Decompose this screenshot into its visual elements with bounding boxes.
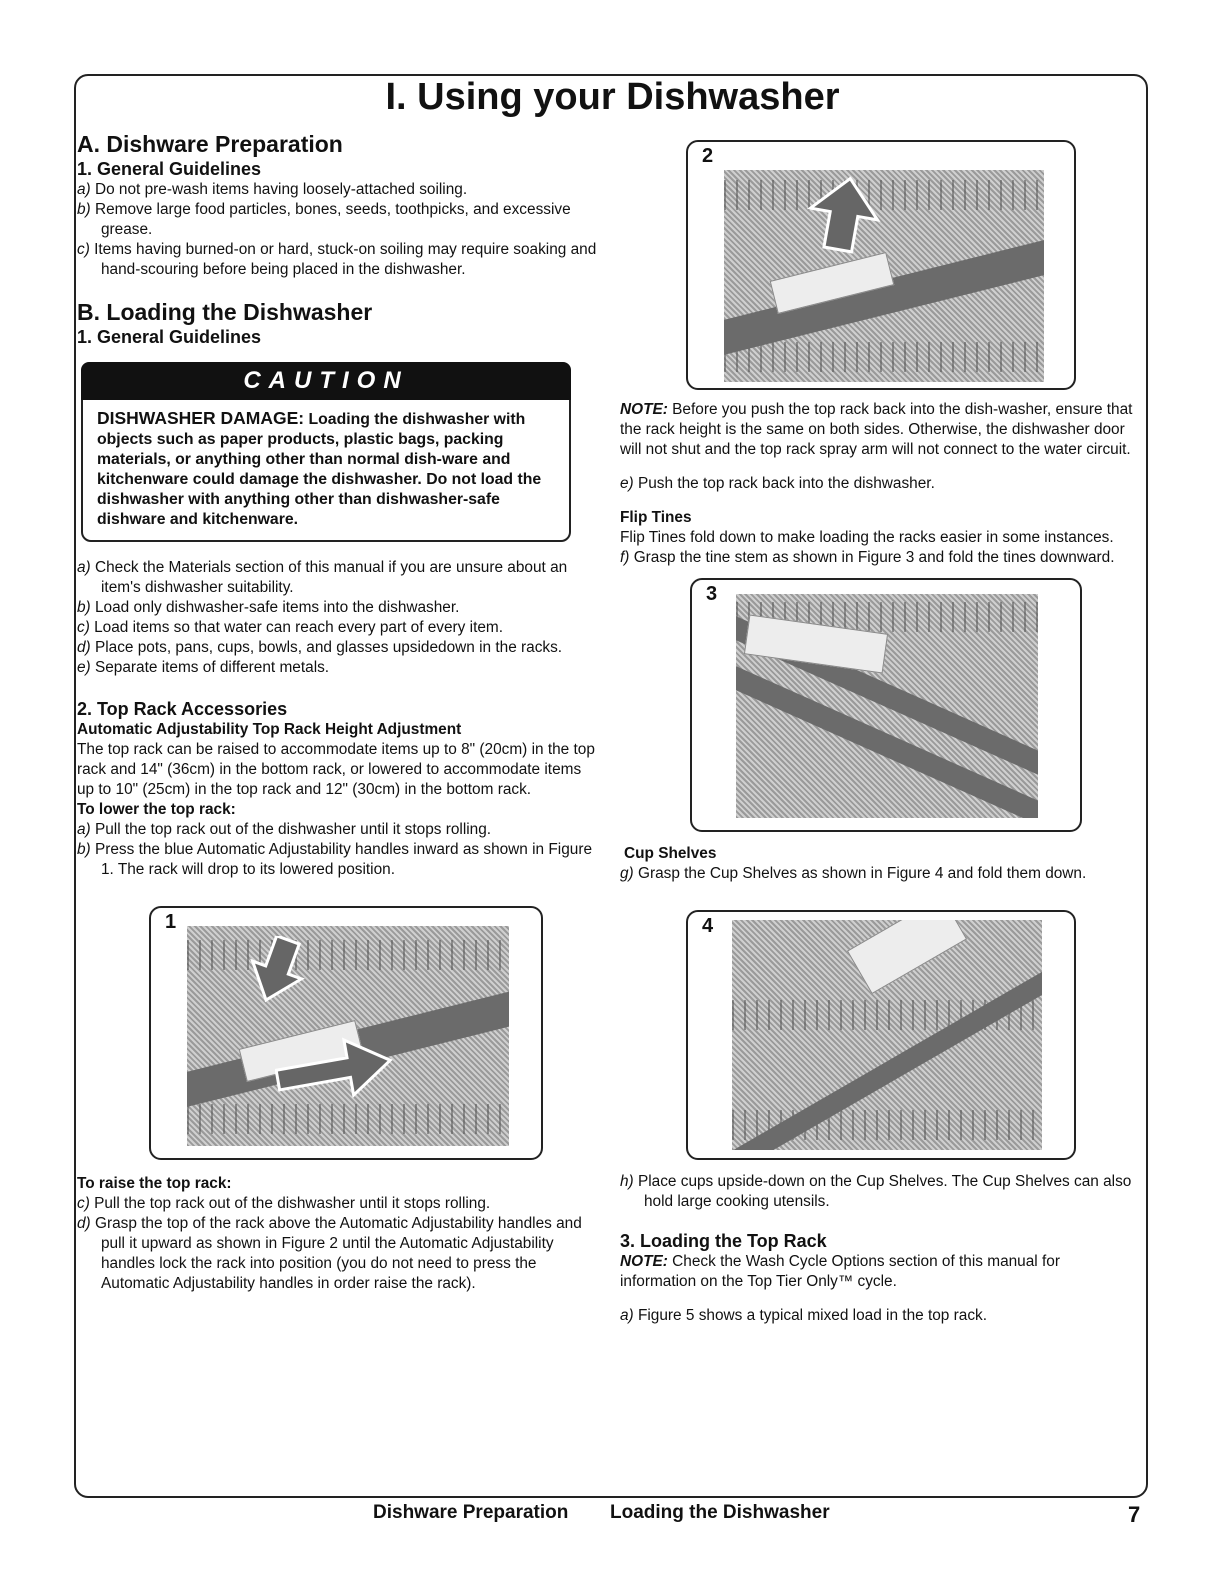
list-item: f) Grasp the tine stem as shown in Figure 3 and fold the tines downward.: [620, 549, 1115, 566]
list-item: b) Load only dishwasher-safe items into the dishwasher.: [77, 599, 460, 616]
list-item: c) Items having burned-on or hard, stuck-on soiling may require soaking and hand-scouring before being placed in the dishwasher.: [77, 241, 597, 278]
figure-3-photo: [736, 594, 1038, 818]
caution-text: [83, 408, 569, 530]
cup-shelves-heading: Cup Shelves: [624, 845, 717, 862]
section-2-heading: 2. Top Rack Accessories: [77, 699, 288, 719]
list-item: e) Separate items of different metals.: [77, 659, 330, 676]
list-item: e) Push the top rack back into the dishwasher.: [620, 475, 935, 492]
section-2-subheading: Automatic Adjustability Top Rack Height Adjustment: [77, 721, 462, 738]
figure-4-photo: [732, 920, 1042, 1150]
section-a-subheading: 1. General Guidelines: [77, 159, 262, 179]
flip-tines-heading: Flip Tines: [620, 509, 692, 526]
left-column: [77, 130, 597, 1294]
caution-title: CAUTION: [81, 362, 571, 400]
caution-body-text: Loading the dishwasher with objects such as paper products, plastic bags, packing materials, or anything other than normal dish-ware and kitchenware could damage the dishwasher. Do not load the dishwasher with anything other than dishwasher-safe dishware and kitchenware.: [97, 411, 542, 528]
list-item: b) Press the blue Automatic Adjustability handles inward as shown in Figure 1. The rack will drop to its lowered position.: [77, 841, 593, 878]
list-item: a) Pull the top rack out of the dishwasher until it stops rolling.: [77, 821, 492, 838]
caution-lead: DISHWASHER DAMAGE:: [97, 408, 305, 428]
page-title: I. Using your Dishwasher: [385, 76, 840, 118]
list-item: g) Grasp the Cup Shelves as shown in Figure 4 and fold them down.: [620, 865, 1087, 882]
note-2: NOTE: Check the Wash Cycle Options section of this manual for information on the Top Tier Only™ cycle.: [620, 1253, 1060, 1290]
list-item: a) Figure 5 shows a typical mixed load in the top rack.: [620, 1307, 987, 1324]
figure-2: [686, 140, 1076, 390]
figure-4-number: 4: [702, 915, 714, 937]
arrow-right-icon: [275, 1034, 395, 1104]
list-item: a) Do not pre-wash items having loosely-attached soiling.: [77, 181, 468, 198]
arrow-down-icon: [237, 936, 307, 1006]
figure-3: [690, 578, 1082, 832]
raise-rack-heading: To raise the top rack:: [77, 1175, 232, 1192]
note-1: NOTE: Before you push the top rack back into the dish-washer, ensure that the rack height is the same on both sides. Otherwise, the dishwasher door will not shut and the top rack spray arm will not connect to the water circuit.: [620, 401, 1133, 458]
figure-1: [149, 906, 543, 1160]
list-item: h) Place cups upside-down on the Cup Shelves. The Cup Shelves can also hold large cooking utensils.: [620, 1173, 1132, 1210]
section-a-heading: A. Dishware Preparation: [77, 131, 343, 157]
figure-1-number: 1: [165, 911, 177, 933]
list-item: a) Check the Materials section of this manual if you are unsure about an item's dishwasher suitability.: [77, 559, 568, 596]
footer-section-2: Loading the Dishwasher: [610, 1502, 830, 1523]
list-item: b) Remove large food particles, bones, seeds, toothpicks, and excessive grease.: [77, 201, 571, 238]
lower-rack-heading: To lower the top rack:: [77, 801, 236, 818]
figure-2-photo: [724, 170, 1044, 382]
section-b-heading: B. Loading the Dishwasher: [77, 299, 373, 325]
caution-box: [81, 362, 571, 542]
list-item: d) Grasp the top of the rack above the Automatic Adjustability handles and pull it upward as shown in Figure 2 until the Automatic Adjustability handles lock the rack into position (you do not need to press the Automatic Adjustability handles in order raise the rack).: [77, 1215, 582, 1292]
arrow-up-icon: [806, 174, 882, 254]
section-2-paragraph: The top rack can be raised to accommodate items up to 8" (20cm) in the top rack and 14" (36cm) in the bottom rack, or lowered to accommodate items up to 10" (25cm) in the top rack and 12" (30cm) in the bottom rack.: [77, 741, 595, 798]
list-item: c) Pull the top rack out of the dishwasher until it stops rolling.: [77, 1195, 491, 1212]
section-3-heading: 3. Loading the Top Rack: [620, 1231, 827, 1251]
list-item: d) Place pots, pans, cups, bowls, and glasses upsidedown in the racks.: [77, 639, 563, 656]
footer-section-1: Dishware Preparation: [373, 1502, 569, 1523]
right-column: [620, 140, 1140, 1326]
figure-2-number: 2: [702, 145, 714, 167]
figure-4: [686, 910, 1076, 1160]
figure-3-number: 3: [706, 583, 718, 605]
section-b-subheading: 1. General Guidelines: [77, 327, 262, 347]
flip-tines-paragraph: Flip Tines fold down to make loading the racks easier in some instances.: [620, 529, 1114, 546]
list-item: c) Load items so that water can reach every part of every item.: [77, 619, 504, 636]
page-number: 7: [1128, 1502, 1141, 1527]
figure-1-photo: [187, 926, 509, 1146]
